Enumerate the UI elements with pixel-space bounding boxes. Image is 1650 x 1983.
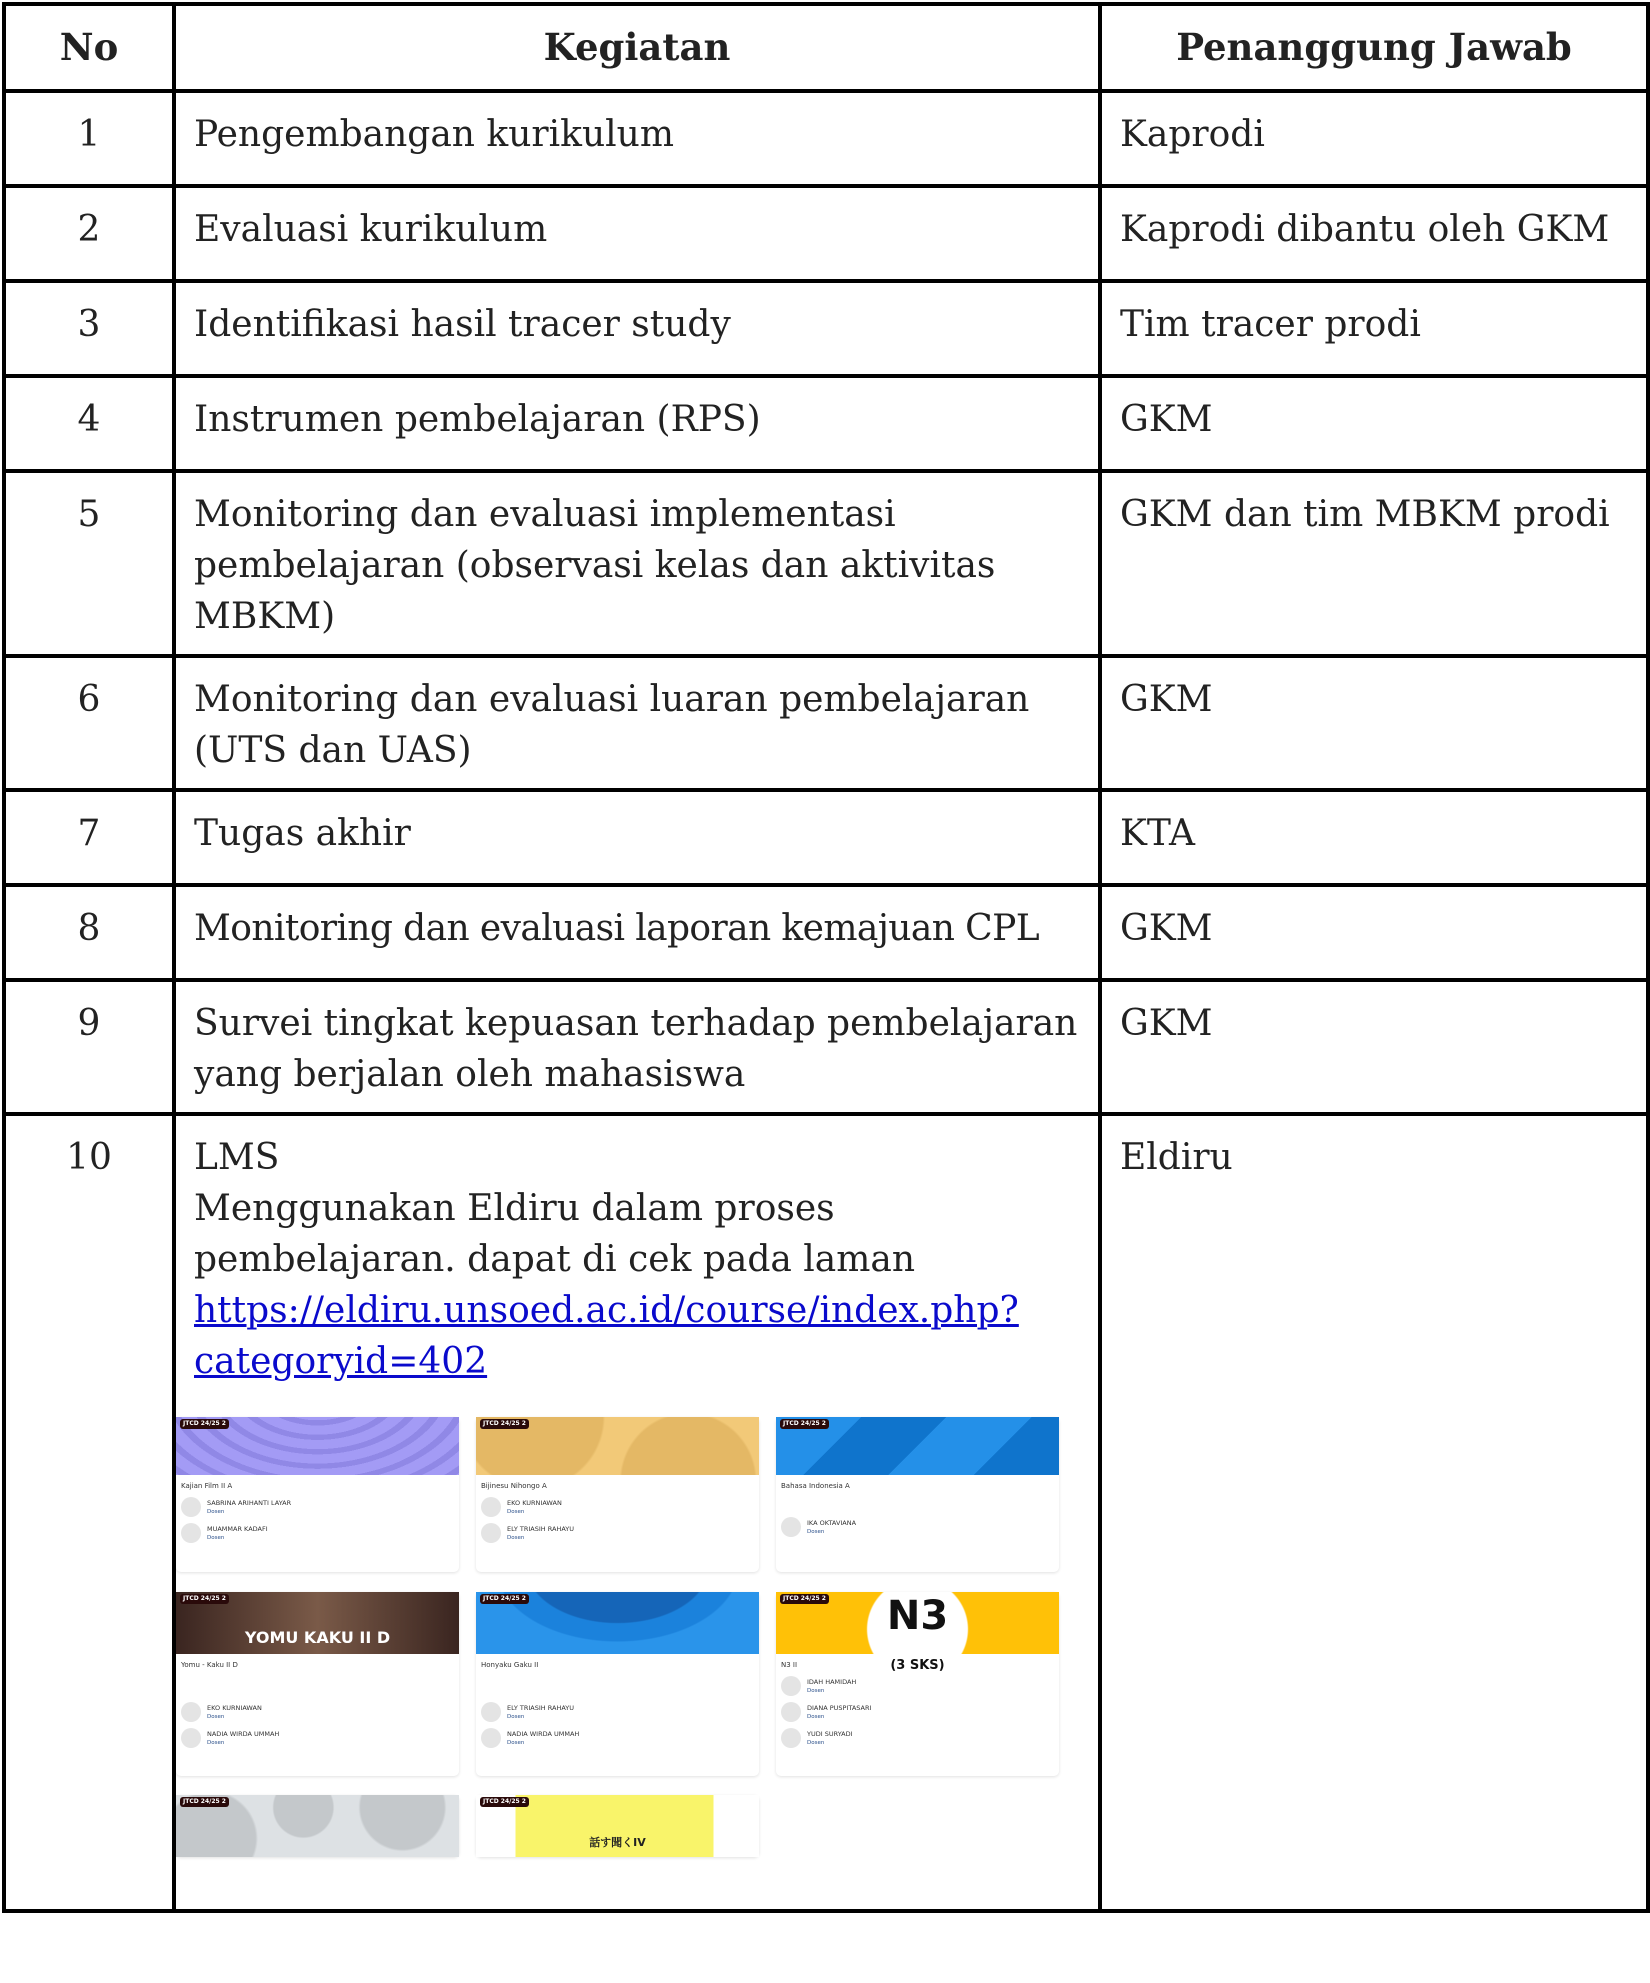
row-no: 9 — [4, 980, 174, 1114]
teacher-item — [176, 1494, 459, 1520]
row-no: 10 — [4, 1114, 174, 1911]
teacher-name: YUDI SURYADI — [807, 1729, 853, 1738]
header-no: No — [4, 4, 174, 91]
table-row — [4, 186, 1648, 281]
avatar-icon — [181, 1523, 201, 1543]
row-penanggung-jawab: Kaprodi dibantu oleh GKM — [1100, 186, 1648, 281]
avatar-icon — [481, 1523, 501, 1543]
spacer — [176, 1673, 459, 1699]
row-kegiatan: Monitoring dan evaluasi luaran pembelajaran (UTS dan UAS) — [174, 656, 1100, 790]
teacher-item — [476, 1494, 759, 1520]
course-badge: JTCD 24/25 2 — [780, 1594, 829, 1604]
teacher-item — [176, 1725, 459, 1751]
course-card[interactable] — [476, 1592, 759, 1776]
teacher-name: ELY TRIASIH RAHAYU — [507, 1524, 575, 1533]
teacher-name: SABRINA ARIHANTI LAYAR — [207, 1498, 292, 1507]
row-penanggung-jawab: Tim tracer prodi — [1100, 281, 1648, 376]
course-banner — [776, 1417, 1059, 1475]
avatar-icon — [181, 1728, 201, 1748]
row-no: 2 — [4, 186, 174, 281]
table-row-lms — [4, 1114, 1648, 1911]
teacher-role: Dosen — [207, 1739, 225, 1746]
row-no: 7 — [4, 790, 174, 885]
row-penanggung-jawab: Eldiru — [1100, 1114, 1648, 1911]
course-title[interactable]: Honyaku Gaku II — [481, 1661, 539, 1669]
avatar-icon — [481, 1702, 501, 1722]
course-title[interactable]: N3 II — [781, 1661, 798, 1669]
course-badge: JTCD 24/25 2 — [480, 1797, 529, 1807]
teacher-role: Dosen — [507, 1508, 525, 1515]
teacher-role: Dosen — [807, 1713, 825, 1720]
course-badge: JTCD 24/25 2 — [180, 1419, 229, 1429]
table-row — [4, 376, 1648, 471]
teacher-name: ELY TRIASIH RAHAYU — [507, 1703, 575, 1712]
teacher-name: IDAH HAMIDAH — [807, 1677, 857, 1686]
course-banner — [176, 1592, 459, 1654]
avatar-icon — [781, 1728, 801, 1748]
teacher-item — [476, 1725, 759, 1751]
teacher-item — [776, 1514, 1059, 1540]
avatar-icon — [781, 1702, 801, 1722]
teacher-item — [476, 1699, 759, 1725]
row-kegiatan — [174, 1114, 1100, 1911]
row-penanggung-jawab: GKM — [1100, 980, 1648, 1114]
table-row — [4, 885, 1648, 980]
activity-table — [2, 2, 1650, 1913]
eldiru-link[interactable] — [194, 1290, 1019, 1382]
table-row — [4, 656, 1648, 790]
lms-course-screenshot — [176, 1417, 1076, 1897]
row-kegiatan: Survei tingkat kepuasan terhadap pembelajaran yang berjalan oleh mahasiswa — [174, 980, 1100, 1114]
teacher-name: DIANA PUSPITASARI — [807, 1703, 872, 1712]
row-no: 3 — [4, 281, 174, 376]
course-badge: JTCD 24/25 2 — [780, 1419, 829, 1429]
row-kegiatan: Monitoring dan evaluasi implementasi pembelajaran (observasi kelas dan aktivitas MBKM) — [174, 471, 1100, 656]
row-penanggung-jawab: KTA — [1100, 790, 1648, 885]
row-kegiatan: Evaluasi kurikulum — [174, 186, 1100, 281]
avatar-icon — [481, 1497, 501, 1517]
row-penanggung-jawab: GKM — [1100, 376, 1648, 471]
course-card[interactable] — [176, 1795, 459, 1857]
eldiru-link-line2: categoryid=402 — [194, 1341, 488, 1382]
row-no: 4 — [4, 376, 174, 471]
teacher-item — [476, 1520, 759, 1546]
teacher-role: Dosen — [807, 1528, 825, 1535]
eldiru-link-line1: https://eldiru.unsoed.ac.id/course/index.php? — [194, 1290, 1019, 1331]
course-title[interactable]: Kajian Film II A — [181, 1482, 233, 1490]
row-kegiatan: Identifikasi hasil tracer study — [174, 281, 1100, 376]
teacher-item — [176, 1520, 459, 1546]
teacher-item — [776, 1699, 1059, 1725]
teacher-role: Dosen — [807, 1687, 825, 1694]
teacher-role: Dosen — [207, 1534, 225, 1541]
banner-text: N3 — [886, 1593, 949, 1639]
row-kegiatan: Pengembangan kurikulum — [174, 91, 1100, 186]
course-badge: JTCD 24/25 2 — [480, 1594, 529, 1604]
row-kegiatan: Instrumen pembelajaran (RPS) — [174, 376, 1100, 471]
teacher-item — [176, 1699, 459, 1725]
banner-text: 話す聞くIV — [589, 1836, 646, 1849]
course-title[interactable]: Bahasa Indonesia A — [781, 1482, 850, 1490]
course-card[interactable] — [176, 1417, 459, 1572]
table-row — [4, 91, 1648, 186]
course-card[interactable] — [776, 1417, 1059, 1572]
course-banner — [476, 1795, 759, 1857]
teacher-name: MUAMMAR KADAFI — [207, 1524, 268, 1533]
teacher-role: Dosen — [507, 1713, 525, 1720]
course-badge: JTCD 24/25 2 — [180, 1797, 229, 1807]
table-row — [4, 980, 1648, 1114]
course-banner — [476, 1417, 759, 1475]
course-badge: JTCD 24/25 2 — [480, 1419, 529, 1429]
row-penanggung-jawab: Kaprodi — [1100, 91, 1648, 186]
teacher-name: NADIA WIRDA UMMAH — [207, 1729, 280, 1738]
header-kegiatan: Kegiatan — [174, 4, 1100, 91]
row-kegiatan: Monitoring dan evaluasi laporan kemajuan CPL — [174, 885, 1100, 980]
teacher-role: Dosen — [507, 1739, 525, 1746]
teacher-role: Dosen — [207, 1508, 225, 1515]
row-no: 8 — [4, 885, 174, 980]
course-title[interactable]: Bijinesu Nihongo A — [481, 1482, 547, 1490]
row-penanggung-jawab: GKM — [1100, 885, 1648, 980]
avatar-icon — [181, 1702, 201, 1722]
course-card[interactable] — [476, 1795, 759, 1857]
row-no: 6 — [4, 656, 174, 790]
teacher-name: NADIA WIRDA UMMAH — [507, 1729, 580, 1738]
course-badge: JTCD 24/25 2 — [180, 1594, 229, 1604]
avatar-icon — [181, 1497, 201, 1517]
course-banner — [176, 1795, 459, 1857]
avatar-icon — [481, 1728, 501, 1748]
teacher-role: Dosen — [807, 1739, 825, 1746]
teacher-name: EKO KURNIAWAN — [207, 1703, 262, 1712]
lms-title: LMS — [194, 1137, 280, 1178]
table-header-row — [4, 4, 1648, 91]
row-no: 5 — [4, 471, 174, 656]
teacher-role: Dosen — [507, 1534, 525, 1541]
banner-subtext: (3 SKS) — [890, 1658, 945, 1673]
row-penanggung-jawab: GKM — [1100, 656, 1648, 790]
banner-text: YOMU KAKU II D — [244, 1628, 391, 1647]
lms-description: Menggunakan Eldiru dalam proses pembelajaran. dapat di cek pada laman — [194, 1188, 916, 1280]
course-banner — [476, 1592, 759, 1654]
course-card[interactable] — [176, 1592, 459, 1776]
spacer — [476, 1673, 759, 1699]
row-no: 1 — [4, 91, 174, 186]
course-card[interactable] — [476, 1417, 759, 1572]
avatar-icon — [781, 1517, 801, 1537]
table-row — [4, 790, 1648, 885]
teacher-name: EKO KURNIAWAN — [507, 1498, 562, 1507]
header-penanggung-jawab: Penanggung Jawab — [1100, 4, 1648, 91]
course-banner — [176, 1417, 459, 1475]
teacher-name: IKA OKTAVIANA — [807, 1518, 857, 1527]
teacher-item — [776, 1725, 1059, 1751]
spacer — [776, 1494, 1059, 1514]
teacher-role: Dosen — [207, 1713, 225, 1720]
course-title[interactable]: Yomu - Kaku II D — [181, 1661, 238, 1669]
table-row — [4, 281, 1648, 376]
row-kegiatan: Tugas akhir — [174, 790, 1100, 885]
table-row — [4, 471, 1648, 656]
row-penanggung-jawab: GKM dan tim MBKM prodi — [1100, 471, 1648, 656]
course-card[interactable] — [776, 1592, 1059, 1776]
